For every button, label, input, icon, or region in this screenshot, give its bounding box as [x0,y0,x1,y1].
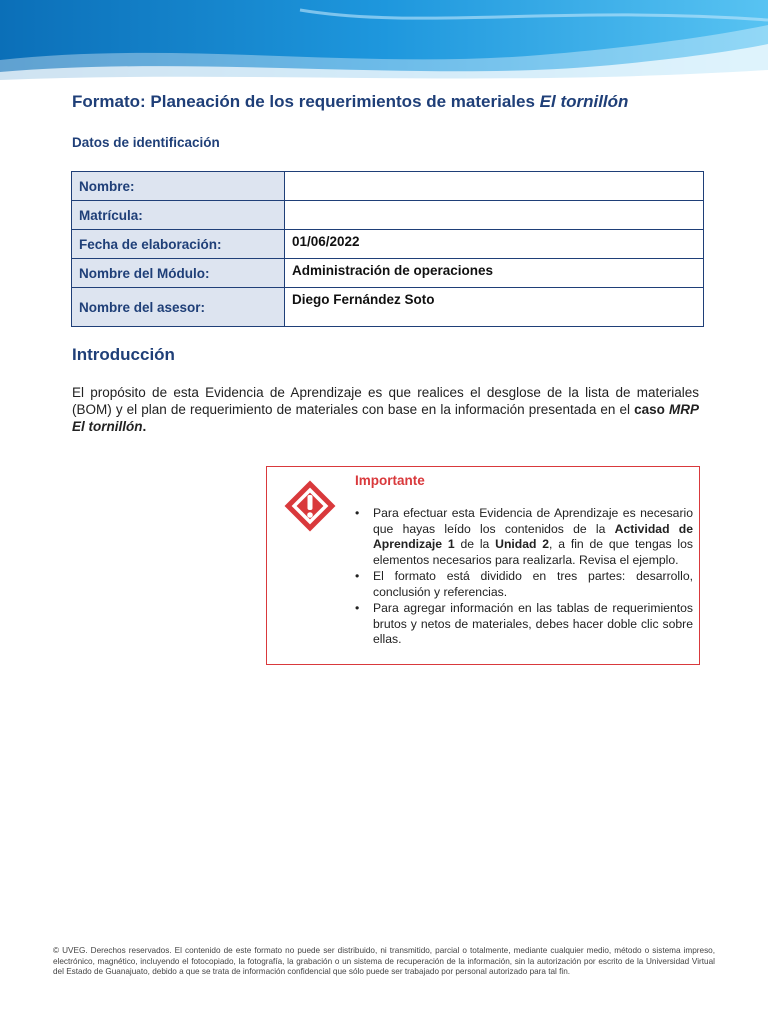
table-row [72,288,704,327]
warning-icon [284,480,336,537]
table-row [72,201,704,230]
list-item: • Para agregar información en las tablas de requerimientos brutos y netos de materiales, debes hacer doble clic sobre ellas. [355,601,693,646]
row-label: Nombre del Módulo: [72,259,285,288]
section-subtitle: Datos de identificación [72,135,220,150]
intro-heading: Introducción [72,345,175,364]
table-row [72,172,704,201]
list-item: • El formato está dividido en tres partes: desarrollo, conclusión y referencias. [355,569,693,599]
identification-table [71,171,704,327]
header-banner [0,0,768,86]
important-note-box [266,466,700,665]
fecha-field[interactable]: 01/06/2022 [285,230,704,259]
important-title: Importante [355,473,425,488]
copyright-footer: © UVEG. Derechos reservados. El contenido de este formato no puede ser distribuido, ni transmitido, parcial o totalmente, mediante cualquier medio, método o sistema impreso, electrónico, magnético, incluyendo el fotocopiado, la fotografía, la grabación o un sistema de recuperación de la información, sin la autorización por escrito de la Universidad Virtual del Estado de Guanajuato, debido a que se trata de información confidencial que sólo puede ser trabajado por personal autorizado para tal fin. [53,946,715,976]
nombre-field[interactable] [285,172,704,201]
row-label: Matrícula: [72,201,285,230]
modulo-field[interactable]: Administración de operaciones [285,259,704,288]
row-label: Fecha de elaboración: [72,230,285,259]
list-item: • Para efectuar esta Evidencia de Aprendizaje es necesario que hayas leído los contenidos de la Actividad de Aprendizaje 1 de la Unidad 2, a fin de que tengas los elementos necesarios para realizarla. Revisa el ejemplo. [355,506,693,567]
asesor-field[interactable]: Diego Fernández Soto [285,288,704,327]
page-title: Formato: Planeación de los requerimientos de materiales El tornillón [72,92,629,111]
row-label: Nombre del asesor: [72,288,285,327]
table-row [72,230,704,259]
important-list [355,506,693,649]
table-row [72,259,704,288]
matricula-field[interactable] [285,201,704,230]
row-label: Nombre: [72,172,285,201]
intro-paragraph: El propósito de esta Evidencia de Aprendizaje es que realices el desglose de la lista de materiales (BOM) y el plan de requerimiento de materiales con base en la información presentada en el caso MRP El tornillón. [72,385,699,434]
